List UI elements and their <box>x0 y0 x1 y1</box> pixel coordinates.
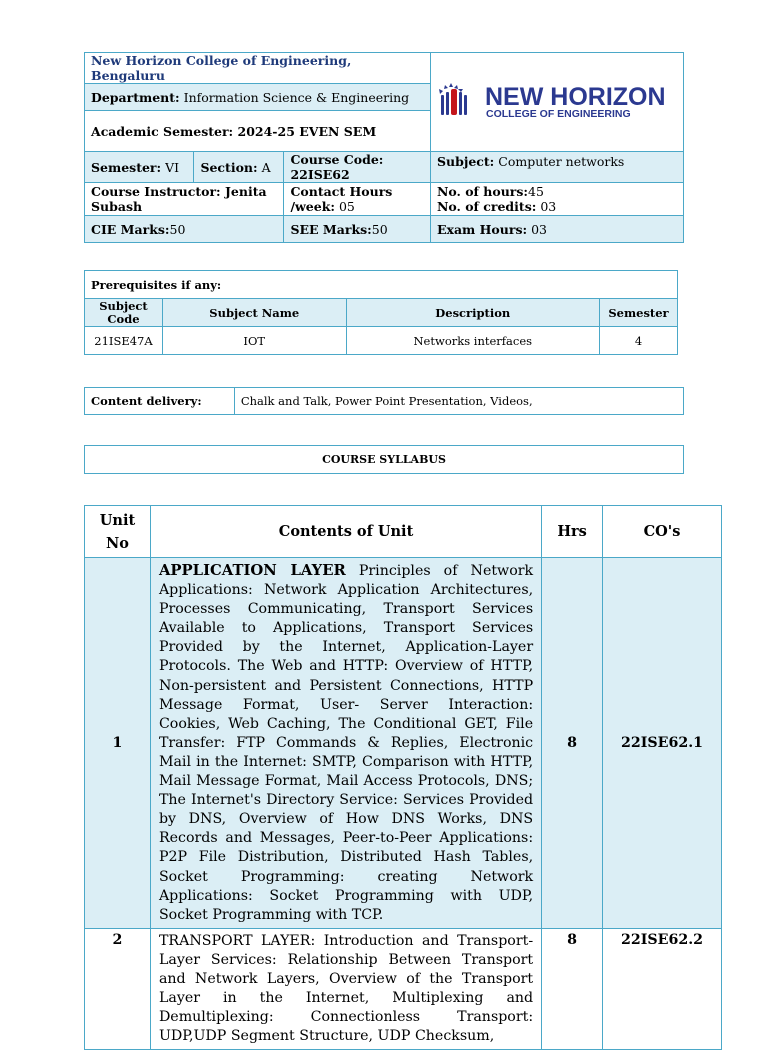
section-cell: Section: A <box>194 152 284 183</box>
course-syllabus-title: COURSE SYLLABUS <box>85 446 684 474</box>
svg-text:COLLEGE OF ENGINEERING: COLLEGE OF ENGINEERING <box>485 107 631 120</box>
see-marks-cell: SEE Marks:50 <box>284 216 430 243</box>
unit-co: 22ISE62.2 <box>603 928 722 1050</box>
course-instructor: Course Instructor: Jenita Subash <box>85 183 284 216</box>
unit-row <box>85 928 722 1050</box>
hours-credits-cell: No. of hours:45 No. of credits: 03 <box>430 183 683 216</box>
college-logo-image <box>437 79 677 123</box>
college-logo <box>430 53 683 152</box>
exam-hours-cell: Exam Hours: 03 <box>430 216 683 243</box>
prereq-semester: 4 <box>599 327 677 355</box>
units-table <box>84 505 722 1050</box>
course-syllabus-title-table <box>84 445 684 474</box>
unit-contents: APPLICATION LAYER Principles of Network Applications: Network Application Architectures, Processes Communicating, Transport Services Available to Applications, Transport Services Provided by the Internet, Application-Layer Protocols. The Web and HTTP: Overview of HTTP, Non-persistent and Persistent Connections, HTTP Message Format, User- Server Interaction: Cookies, Web Caching, The Conditional GET, File Transfer: FTP Commands & Replies, Electronic Mail in the Internet: SMTP, Comparison with HTTP, Mail Message Format, Mail Access Protocols, DNS; The Internet's Directory Service: Services Provided by DNS, Overview of How DNS Works, DNS Records and Messages, Peer-to-Peer Applications: P2P File Distribution, Distributed Hash Tables, Socket Programming: creating Network Applications: Socket Programming with UDP, Socket Programming with TCP. <box>150 558 541 929</box>
prereq-header-code: Subject Code <box>85 299 163 327</box>
academic-semester: Academic Semester: 2024-25 EVEN SEM <box>85 111 431 152</box>
unit-number: 2 <box>85 928 151 1050</box>
prereq-header-name: Subject Name <box>162 299 346 327</box>
hrs-header: Hrs <box>542 506 603 558</box>
course-header-table <box>84 52 684 243</box>
svg-text:NEW HORIZON: NEW HORIZON <box>484 82 666 111</box>
semester-cell: Semester: VI <box>85 152 194 183</box>
contact-hours-cell: Contact Hours /week: 05 <box>284 183 430 216</box>
prerequisites-table <box>84 270 678 355</box>
cos-header: CO's <box>603 506 722 558</box>
prereq-code: 21ISE47A <box>85 327 163 355</box>
unit-hours: 8 <box>542 558 603 929</box>
units-header-row <box>85 506 722 558</box>
prereq-header-description: Description <box>346 299 599 327</box>
contents-header: Contents of Unit <box>150 506 541 558</box>
unit-no-header: Unit No <box>85 506 151 558</box>
prereq-header-semester: Semester <box>599 299 677 327</box>
content-delivery-table <box>84 387 684 415</box>
prerequisites-title: Prerequisites if any: <box>85 271 678 299</box>
unit-number: 1 <box>85 558 151 929</box>
prereq-name: IOT <box>162 327 346 355</box>
unit-row <box>85 558 722 929</box>
content-delivery-value: Chalk and Talk, Power Point Presentation, Videos, <box>234 388 683 415</box>
subject-cell: Subject: Computer networks <box>430 152 683 183</box>
prereq-description: Networks interfaces <box>346 327 599 355</box>
unit-contents: TRANSPORT LAYER: Introduction and Transport-Layer Services: Relationship Between Transport and Network Layers, Overview of the Transport Layer in the Internet, Multiplexing and Demultiplexing: Connectionless Transport: UDP,UDP Segment Structure, UDP Checksum, <box>150 928 541 1050</box>
college-name: New Horizon College of Engineering, Bengaluru <box>85 53 431 84</box>
unit-hours: 8 <box>542 928 603 1050</box>
cie-marks-cell: CIE Marks:50 <box>85 216 284 243</box>
unit-co: 22ISE62.1 <box>603 558 722 929</box>
course-code: Course Code: 22ISE62 <box>284 152 430 183</box>
content-delivery-label: Content delivery: <box>85 388 235 415</box>
department-cell: Department: Information Science & Engineering <box>85 84 431 111</box>
